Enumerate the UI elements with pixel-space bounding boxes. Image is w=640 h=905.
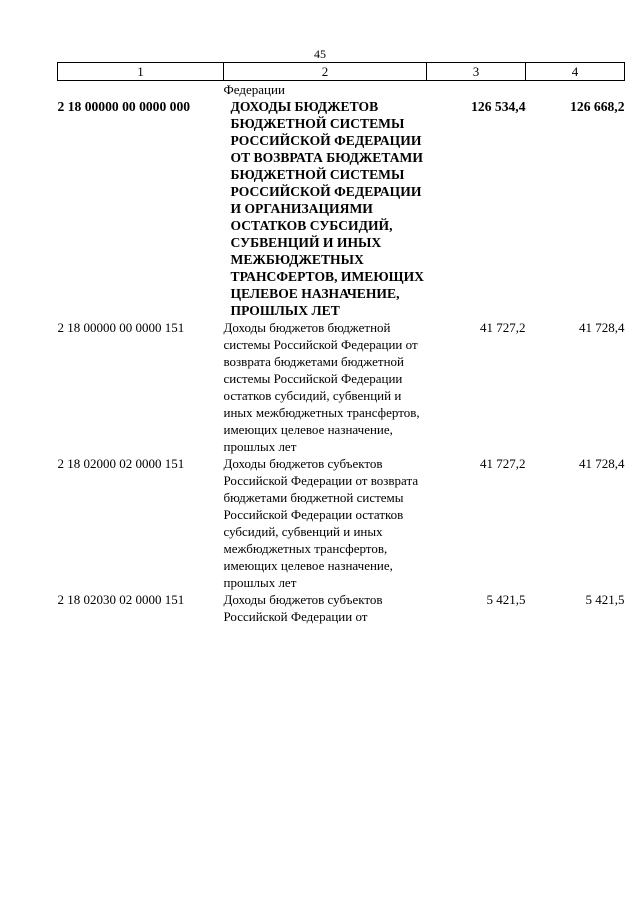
row-value-3: 126 534,4 bbox=[471, 99, 526, 114]
row-code: 2 18 02000 02 0000 151 bbox=[57, 456, 185, 471]
continuation-row bbox=[58, 81, 625, 99]
row-value-4: 41 728,4 bbox=[579, 320, 625, 335]
column-header-2: 2 bbox=[224, 63, 427, 81]
table-body bbox=[58, 81, 625, 626]
row-name: Доходы бюджетов субъектов Российской Федерации от bbox=[223, 592, 383, 624]
row-value-3: 5 421,5 bbox=[486, 592, 526, 607]
row-name: Доходы бюджетов субъектов Российской Федерации от возврата бюджетами бюджетной системы Российской Федерации остатков субсидий, субвенций и иных межбюджетных трансфертов, имеющих целевое назначение, прошлых лет bbox=[223, 456, 419, 590]
column-header-4: 4 bbox=[526, 63, 625, 81]
page-number: 45 bbox=[314, 47, 326, 61]
row-value-3: 41 727,2 bbox=[480, 456, 526, 471]
row-name: Доходы бюджетов бюджетной системы Российской Федерации от возврата бюджетами бюджетной системы Российской Федерации остатков субсидий, субвенций и иных межбюджетных трансфертов, имеющих целевое назначение, прошлых лет bbox=[223, 320, 420, 454]
table-header bbox=[58, 63, 625, 81]
row-value-4: 41 728,4 bbox=[579, 456, 625, 471]
row-code: 2 18 02030 02 0000 151 bbox=[57, 592, 185, 607]
continuation-name: Федерации bbox=[223, 82, 285, 97]
table-row bbox=[58, 455, 625, 591]
continuation-value-3 bbox=[427, 81, 526, 99]
table-row bbox=[58, 98, 625, 319]
row-code: 2 18 00000 00 0000 151 bbox=[57, 320, 185, 335]
row-value-4: 126 668,2 bbox=[570, 99, 625, 114]
header-row bbox=[58, 63, 625, 81]
row-name: ДОХОДЫ БЮДЖЕТОВ БЮДЖЕТНОЙ СИСТЕМЫ РОССИЙСКОЙ ФЕДЕРАЦИИ ОТ ВОЗВРАТА БЮДЖЕТАМИ БЮДЖЕТНОЙ СИСТЕМЫ РОССИЙСКОЙ ФЕДЕРАЦИИ И ОРГАНИЗАЦИЯМИ ОСТАТКОВ СУБСИДИЙ, СУБВЕНЦИЙ И ИНЫХ МЕЖБЮДЖЕТНЫХ ТРАНСФЕРТОВ, ИМЕЮЩИХ ЦЕЛЕВОЕ НАЗНАЧЕНИЕ, ПРОШЛЫХ ЛЕТ bbox=[230, 99, 424, 318]
column-header-1: 1 bbox=[58, 63, 224, 81]
budget-revenue-table bbox=[57, 62, 625, 625]
continuation-code bbox=[58, 81, 224, 99]
row-value-3: 41 727,2 bbox=[480, 320, 526, 335]
table-row bbox=[58, 319, 625, 455]
row-code: 2 18 00000 00 0000 000 bbox=[57, 99, 191, 114]
row-value-4: 5 421,5 bbox=[585, 592, 625, 607]
continuation-value-4 bbox=[526, 81, 625, 99]
column-header-3: 3 bbox=[427, 63, 526, 81]
table-row bbox=[58, 591, 625, 625]
